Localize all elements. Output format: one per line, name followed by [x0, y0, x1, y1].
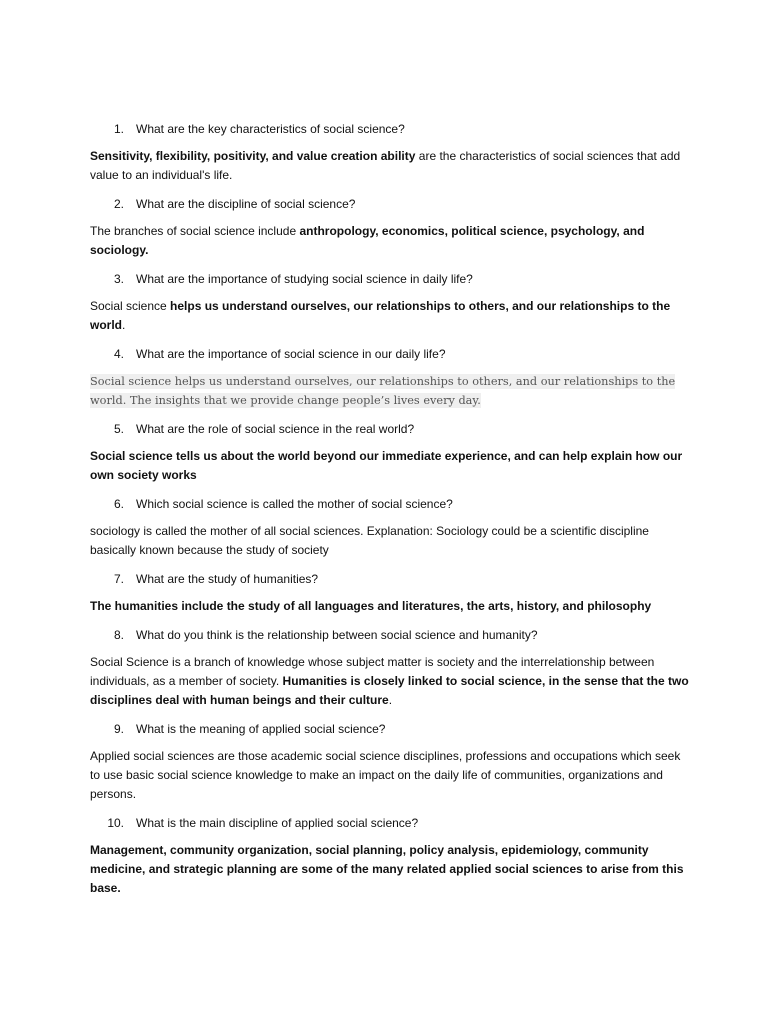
answer-9: Applied social sciences are those academic social science disciplines, professions and occupations which seek to use basic social science knowledge to make an impact on the daily life of communities, organizations and persons. [90, 749, 681, 801]
qa-item-6 [90, 495, 690, 560]
answer-8 [90, 653, 690, 710]
answer-6: sociology is called the mother of all social sciences. Explanation: Sociology could be a scientific discipline basically known because the study of society [90, 524, 649, 557]
qa-item-8 [90, 626, 690, 710]
answer-bold-text: Humanities is closely linked to social science, in the sense that the two disciplines deal with human beings and their culture [90, 674, 689, 707]
answer-bold-text: anthropology, economics, political science, psychology, and sociology. [90, 224, 645, 257]
qa-list [90, 120, 690, 908]
question-number: 5. [113, 422, 124, 436]
question-5 [90, 420, 690, 438]
question-number: 10. [107, 816, 124, 830]
answer-4 [90, 372, 690, 410]
question-2 [90, 195, 690, 213]
question-text: What are the study of humanities? [136, 572, 319, 586]
question-text: What do you think is the relationship between social science and humanity? [136, 628, 538, 642]
question-10 [90, 814, 690, 832]
question-8 [90, 626, 690, 644]
qa-item-2 [90, 195, 690, 260]
answer-7: The humanities include the study of all languages and literatures, the arts, history, and philosophy [90, 599, 652, 613]
answer-1 [90, 147, 690, 185]
answer-10 [90, 841, 690, 898]
answer-bold-text: Management, community organization, social planning, policy analysis, epidemiology, community medicine, and strategic planning [90, 843, 649, 876]
qa-item-10 [90, 814, 690, 898]
qa-item-4 [90, 345, 690, 410]
question-number: 3. [113, 272, 124, 286]
question-text: What are the importance of social science in our daily life? [136, 347, 446, 361]
question-number: 1. [113, 122, 124, 136]
answer-bold-text: helps us understand ourselves, our relationships to others, and our relationships to the world [90, 299, 671, 332]
qa-item-5 [90, 420, 690, 485]
answer-2 [90, 222, 690, 260]
question-7 [90, 570, 690, 588]
question-3 [90, 270, 690, 288]
answer-text: Social science [90, 299, 171, 313]
question-number: 9. [113, 722, 124, 736]
question-9 [90, 720, 690, 738]
qa-item-9 [90, 720, 690, 804]
answer-bold-text: Sensitivity, flexibility, positivity, and value creation ability [90, 149, 416, 163]
question-number: 7. [113, 572, 124, 586]
answer-5: Social science tells us about the world beyond our immediate experience, and can help explain how our own society works [90, 449, 683, 482]
question-text: What are the importance of studying social science in daily life? [136, 272, 473, 286]
question-1 [90, 120, 690, 138]
question-text: What are the discipline of social science? [136, 197, 356, 211]
question-text: What are the role of social science in the real world? [136, 422, 415, 436]
question-text: What are the key characteristics of social science? [136, 122, 405, 136]
answer-text: The branches of social science include [90, 224, 300, 238]
qa-item-7 [90, 570, 690, 616]
question-number: 6. [113, 497, 124, 511]
question-text: Which social science is called the mother of social science? [136, 497, 453, 511]
answer-text: are some of the many related applied social sciences to arise from this base. [90, 862, 684, 895]
answer-text: Social Science is a branch of knowledge whose subject matter is society and the interrelationship between individuals, as a member of society. [90, 655, 655, 688]
question-number: 2. [113, 197, 124, 211]
question-number: 8. [113, 628, 124, 642]
highlighted-answer-text: Social science helps us understand ourselves, our relationships to others, and our relationships to the world. The insights that we provide change people’s lives every day. [90, 375, 676, 407]
qa-item-3 [90, 270, 690, 335]
question-4 [90, 345, 690, 363]
answer-end: . [388, 693, 393, 707]
question-text: What is the meaning of applied social science? [136, 722, 386, 736]
question-6 [90, 495, 690, 513]
question-number: 4. [113, 347, 124, 361]
qa-item-1 [90, 120, 690, 185]
answer-text: are the characteristics of social sciences that add value to an individual's life. [90, 149, 681, 182]
question-text: What is the main discipline of applied social science? [136, 816, 419, 830]
answer-end: . [122, 318, 126, 332]
answer-3 [90, 297, 690, 335]
